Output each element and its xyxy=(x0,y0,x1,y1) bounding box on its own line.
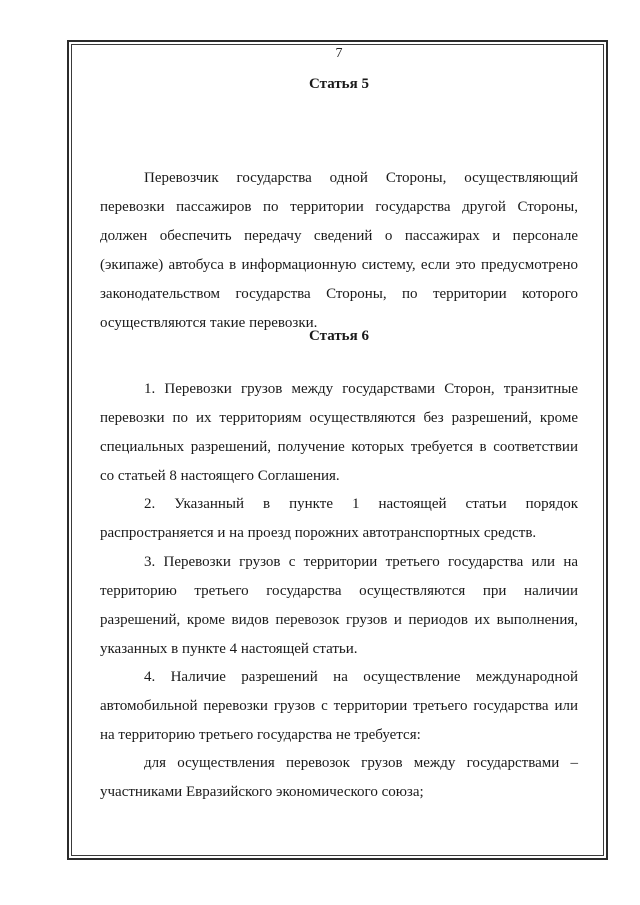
article-6-heading: Статья 6 xyxy=(309,328,369,344)
page-number: 7 xyxy=(335,46,343,61)
article-6-paragraph-5: для осуществления перевозок грузов между государствами – участниками Евразийского экономического союза; xyxy=(100,755,578,800)
article-6-paragraph-4: 4. Наличие разрешений на осуществление международной автомобильной перевозки грузов с территории третьего государства или на территорию третьего государства не требуется: xyxy=(100,669,578,743)
article-5-heading: Статья 5 xyxy=(309,76,369,92)
article-6-paragraph-3: 3. Перевозки грузов с территории третьего государства или на территорию третьего государства осуществляются при наличии разрешений, кроме видов перевозок грузов и периодов их выполнения, указанных в пункте 4 настоящей статьи. xyxy=(100,554,578,657)
article-6-paragraph-1: 1. Перевозки грузов между государствами Сторон, транзитные перевозки по их территориям осуществляются без разрешений, кроме специальных разрешений, получение которых требуется в соответствии со статьей 8 настоящего Соглашения. xyxy=(100,381,578,484)
article-5-paragraph: Перевозчик государства одной Стороны, осуществляющий перевозки пассажиров по территории государства другой Стороны, должен обеспечить передачу сведений о пассажирах и персонале (экипаже) автобуса в информационную систему, если это предусмотрено законодательством государства Стороны, по территории которого осуществляются такие перевозки. xyxy=(100,170,578,331)
article-6-paragraph-2: 2. Указанный в пункте 1 настоящей статьи порядок распространяется и на проезд порожних автотранспортных средств. xyxy=(100,496,578,541)
